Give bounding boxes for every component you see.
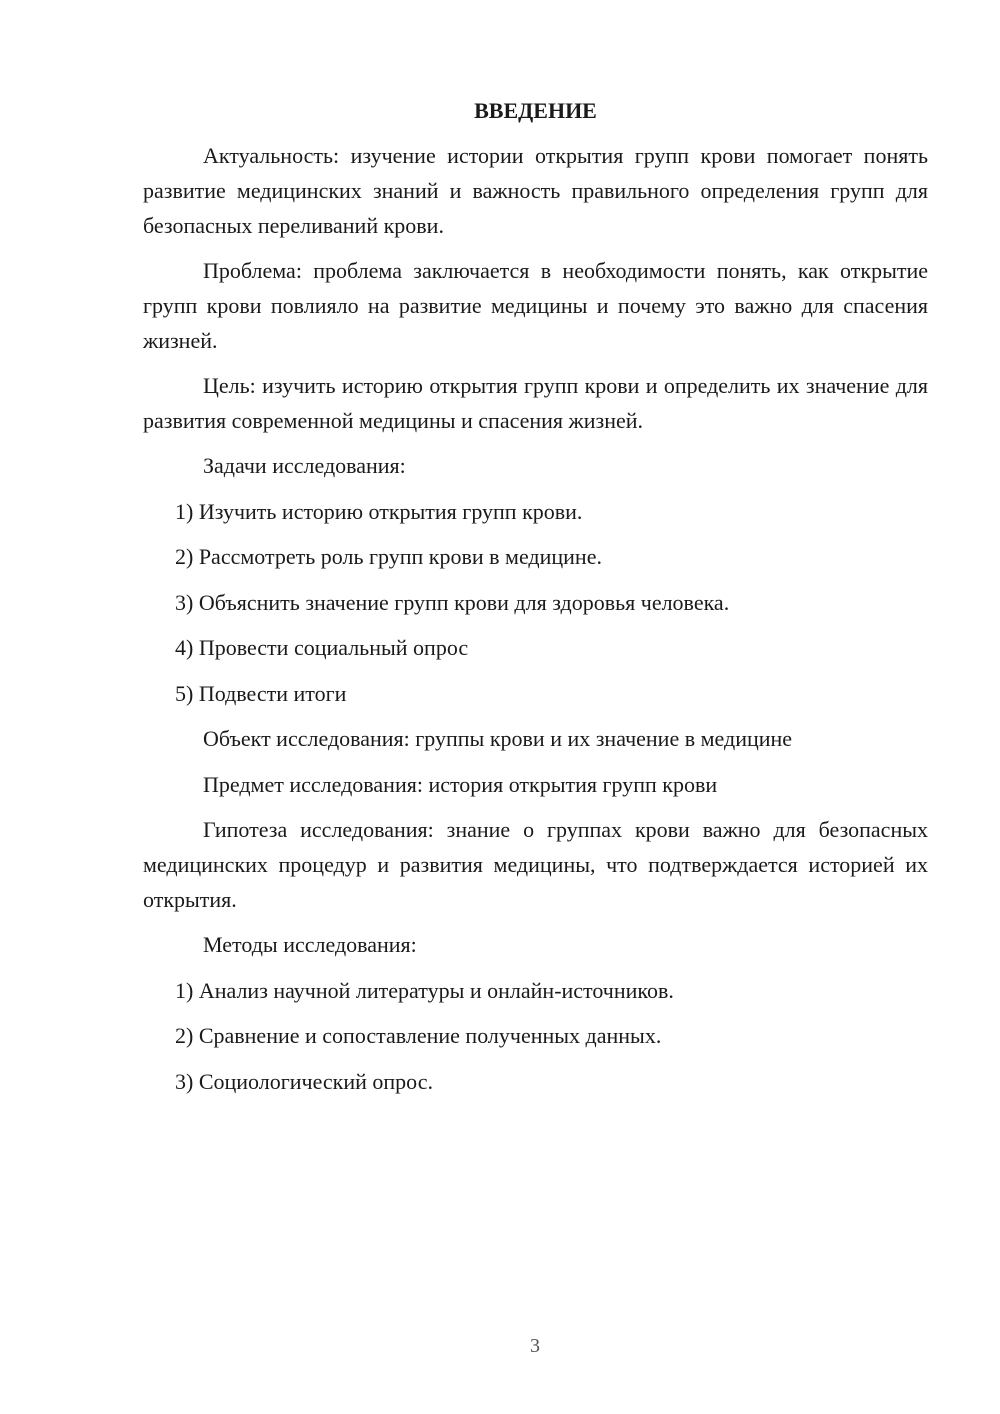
object-line: Объект исследования: группы крови и их значение в медицине [203, 726, 793, 751]
goal-paragraph: Цель: изучить историю открытия групп крови и определить их значение для развития современной медицины и спасения жизней. [143, 373, 928, 433]
hypothesis-paragraph: Гипотеза исследования: знание о группах крови важно для безопасных медицинских процедур и развития медицины, что подтверждается историей их открытия. [143, 817, 928, 912]
relevance-paragraph: Актуальность: изучение истории открытия групп крови помогает понять развитие медицинских знаний и важность правильного определения групп для безопасных переливаний крови. [143, 143, 928, 238]
method-item: 2) Сравнение и сопоставление полученных данных. [175, 1023, 662, 1048]
task-item: 4) Провести социальный опрос [175, 635, 469, 660]
task-item: 2) Рассмотреть роль групп крови в медицине. [175, 544, 602, 569]
method-item: 1) Анализ научной литературы и онлайн-источников. [175, 977, 674, 1003]
task-item: 5) Подвести итоги [175, 680, 347, 706]
page-content [143, 93, 928, 1109]
methods-title: Методы исследования: [203, 932, 417, 957]
task-item: 1) Изучить историю открытия групп крови. [175, 498, 583, 524]
task-item: 3) Объяснить значение групп крови для здоровья человека. [175, 589, 730, 615]
tasks-title: Задачи исследования: [203, 453, 406, 478]
problem-paragraph: Проблема: проблема заключается в необходимости понять, как открытие групп крови повлияло на развитие медицины и почему это важно для спасения жизней. [143, 258, 928, 353]
subject-line: Предмет исследования: история открытия групп крови [203, 771, 718, 797]
method-item: 3) Социологический опрос. [175, 1068, 433, 1094]
page-heading: ВВЕДЕНИЕ [474, 98, 597, 123]
page-number: 3 [530, 1335, 540, 1357]
